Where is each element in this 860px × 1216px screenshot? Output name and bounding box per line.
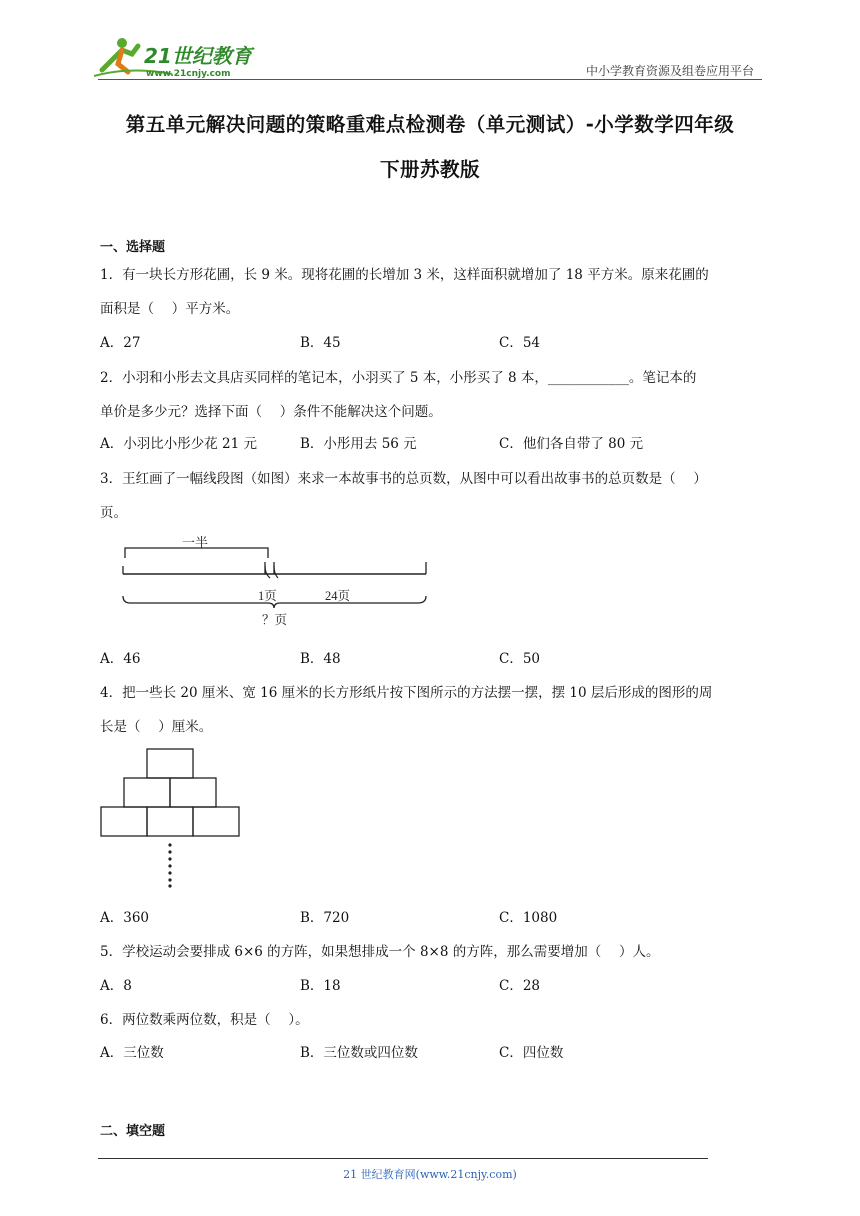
logo-url: www.21cnjy.com [146, 69, 231, 79]
question-4-line2: 长是（ ）厘米。 [100, 719, 213, 735]
header-divider [98, 79, 762, 80]
q4-option-a[interactable]: A．360 [100, 910, 150, 926]
question-3-line1: 3．王红画了一幅线段图（如图）来求一本故事书的总页数，从图中可以看出故事书的总页数是（ ） [100, 471, 707, 487]
diagram-label-24pages: 24页 [325, 589, 351, 603]
question-4-line1: 4．把一些长 20 厘米、宽 16 厘米的长方形纸片按下图所示的方法摆一摆，摆 10 层后形成的图形的周 [100, 685, 713, 701]
page-title-line1: 第五单元解决问题的策略重难点检测卷（单元测试）-小学数学四年级 [125, 113, 735, 136]
q6-option-b[interactable]: B．三位数或四位数 [300, 1045, 418, 1061]
question-1-line2: 面积是（ ）平方米。 [100, 301, 240, 317]
q2-option-a[interactable]: A．小羽比小彤少花 21 元 [100, 436, 258, 452]
footer-divider [98, 1158, 708, 1159]
q5-option-c[interactable]: C．28 [499, 978, 541, 994]
q2-option-b[interactable]: B．小彤用去 56 元 [300, 436, 417, 452]
question-6-line1: 6．两位数乘两位数，积是（ ）。 [100, 1012, 309, 1028]
platform-name: 中小学教育资源及组卷应用平台 [585, 64, 754, 78]
question-1-line1: 1．有一块长方形花圃，长 9 米。现将花圃的长增加 3 米，这样面积就增加了 18 平方米。原来花圃的 [100, 267, 709, 283]
section-heading-choice: 一、选择题 [100, 240, 166, 255]
section-heading-fill: 二、填空题 [100, 1124, 166, 1139]
logo [92, 36, 262, 80]
question-2-line1: 2．小羽和小彤去文具店买同样的笔记本，小羽买了 5 本，小彤买了 8 本，____________。笔记本的 [100, 370, 697, 386]
stacked-rectangles-figure [100, 746, 242, 896]
diagram-label-total: ？页 [262, 613, 288, 627]
q3-option-b[interactable]: B．48 [300, 651, 341, 667]
line-segment-diagram [118, 530, 438, 634]
q4-option-b[interactable]: B．720 [300, 910, 350, 926]
logo-text: 21世纪教育 [144, 44, 252, 68]
q3-option-c[interactable]: C．50 [499, 651, 541, 667]
diagram-label-1page: 1页 [258, 589, 277, 603]
page-title-line2: 下册苏教版 [379, 158, 480, 181]
q5-option-b[interactable]: B．18 [300, 978, 341, 994]
q1-option-b[interactable]: B．45 [300, 335, 341, 351]
footer-link[interactable]: 21 世纪教育网(www.21cnjy.com) [343, 1168, 517, 1181]
q4-option-c[interactable]: C．1080 [499, 910, 558, 926]
diagram-label-half: 一半 [182, 535, 209, 550]
q2-option-c[interactable]: C．他们各自带了 80 元 [499, 436, 644, 452]
question-5-line1: 5．学校运动会要排成 6×6 的方阵，如果想排成一个 8×8 的方阵，那么需要增加（ ）人。 [100, 944, 660, 960]
question-3-line2: 页。 [100, 505, 127, 521]
q6-option-a[interactable]: A．三位数 [100, 1045, 164, 1061]
q1-option-a[interactable]: A．27 [100, 335, 141, 351]
q1-option-c[interactable]: C．54 [499, 335, 541, 351]
q5-option-a[interactable]: A．8 [100, 978, 132, 994]
q6-option-c[interactable]: C．四位数 [499, 1045, 564, 1061]
q3-option-a[interactable]: A．46 [100, 651, 141, 667]
question-2-line2: 单价是多少元？选择下面（ ）条件不能解决这个问题。 [100, 404, 442, 420]
